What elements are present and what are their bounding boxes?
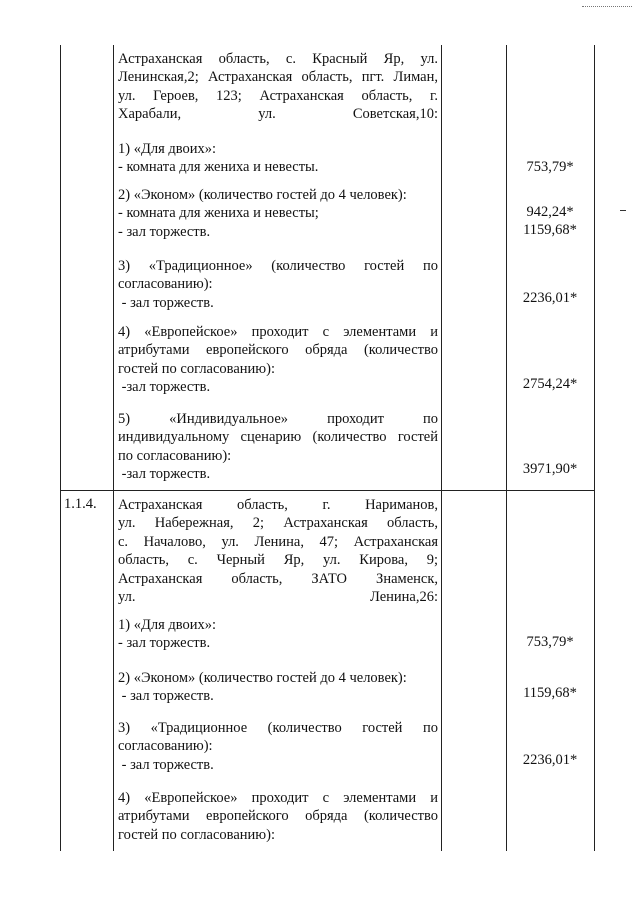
- item-line: - зал торжеств.: [118, 294, 214, 311]
- address-line: Харабали, ул. Советская,10:: [118, 106, 438, 123]
- item-title: 5) «Индивидуальное» проходит по: [118, 411, 438, 427]
- item-title: 2) «Эконом» (количество гостей до 4 человек):: [118, 670, 407, 686]
- item-line: - комната для жениха и невесты;: [118, 205, 319, 222]
- row-number: 1.1.4.: [64, 496, 97, 512]
- row1-item-2: [118, 186, 438, 241]
- item-line: - зал торжеств.: [118, 688, 214, 705]
- row2-item-3: [118, 719, 438, 774]
- item-line: - комната для жениха и невесты.: [118, 159, 319, 176]
- item-line: индивидуальному сценарию (количество гостей: [118, 429, 438, 446]
- item-line: согласованию):: [118, 738, 213, 755]
- item-title: 2) «Эконом» (количество гостей до 4 человек):: [118, 187, 407, 203]
- margin-tick-mark: [620, 210, 626, 211]
- row1-item-1: [118, 140, 438, 177]
- row2-item-1: [118, 616, 438, 653]
- address-line: ул. Набережная, 2; Астраханская область,: [118, 515, 438, 532]
- item-line: гостей по согласованию):: [118, 826, 275, 843]
- table-border-left: [60, 45, 61, 851]
- price-value: 753,79*: [526, 159, 574, 175]
- item-title: 4) «Европейское» проходит с элементами и: [118, 790, 438, 806]
- item-line: по согласованию):: [118, 447, 232, 464]
- price-value: 2236,01*: [522, 290, 578, 306]
- row1-item-5: [118, 410, 438, 484]
- price-value: 2754,24*: [522, 376, 578, 392]
- address-line: Астраханская область, г. Нариманов,: [118, 497, 438, 513]
- address-line: с. Началово, ул. Ленина, 47; Астраханская: [118, 533, 438, 550]
- price-value: 1159,68*: [523, 222, 577, 238]
- item-line: -зал торжеств.: [118, 379, 211, 396]
- row1-item-3: [118, 257, 438, 312]
- page-top-mark: [582, 0, 632, 7]
- address-line: область, с. Черный Яр, ул. Кирова, 9;: [118, 552, 438, 569]
- price-value: 753,79*: [526, 634, 574, 650]
- item-line: - зал торжеств.: [118, 635, 211, 652]
- table-border-number-column: [113, 45, 114, 851]
- item-title: 4) «Европейское» проходит с элементами и: [118, 324, 438, 340]
- row1-item-4: [118, 323, 438, 397]
- address-line: Астраханская область, ЗАТО Знаменск,: [118, 570, 438, 587]
- item-line: согласованию):: [118, 276, 213, 293]
- price-value: 1159,68*: [523, 685, 577, 701]
- address-line: Ленинская,2; Астраханская область, пгт. Лиман,: [118, 69, 438, 86]
- item-line: - зал торжеств.: [118, 223, 211, 240]
- price-value: 3971,90*: [522, 461, 578, 477]
- item-line: гостей по согласованию):: [118, 360, 275, 377]
- item-title: 1) «Для двоих»:: [118, 141, 217, 157]
- address-line: ул. Героев, 123; Астраханская область, г.: [118, 87, 438, 104]
- item-line: атрибутами европейского обряда (количество: [118, 808, 438, 825]
- table-border-right: [594, 45, 595, 851]
- item-title: 3) «Традиционное» (количество гостей по: [118, 258, 438, 274]
- table-row-separator: [60, 490, 594, 491]
- row2-item-4: [118, 789, 438, 844]
- address-line: Астраханская область, с. Красный Яр, ул.: [118, 51, 438, 67]
- item-title: 1) «Для двоих»:: [118, 617, 217, 633]
- table-border-description-column: [441, 45, 442, 851]
- item-line: -зал торжеств.: [118, 466, 211, 483]
- item-line: атрибутами европейского обряда (количество: [118, 342, 438, 359]
- price-value: 2236,01*: [522, 752, 578, 768]
- row2-address: [118, 496, 438, 606]
- row1-address: [118, 50, 438, 124]
- price-value: 942,24*: [526, 204, 574, 220]
- item-title: 3) «Традиционное (количество гостей по: [118, 720, 438, 736]
- item-line: - зал торжеств.: [118, 756, 214, 773]
- address-line: ул. Ленина,26:: [118, 589, 438, 606]
- row2-item-2: [118, 669, 438, 706]
